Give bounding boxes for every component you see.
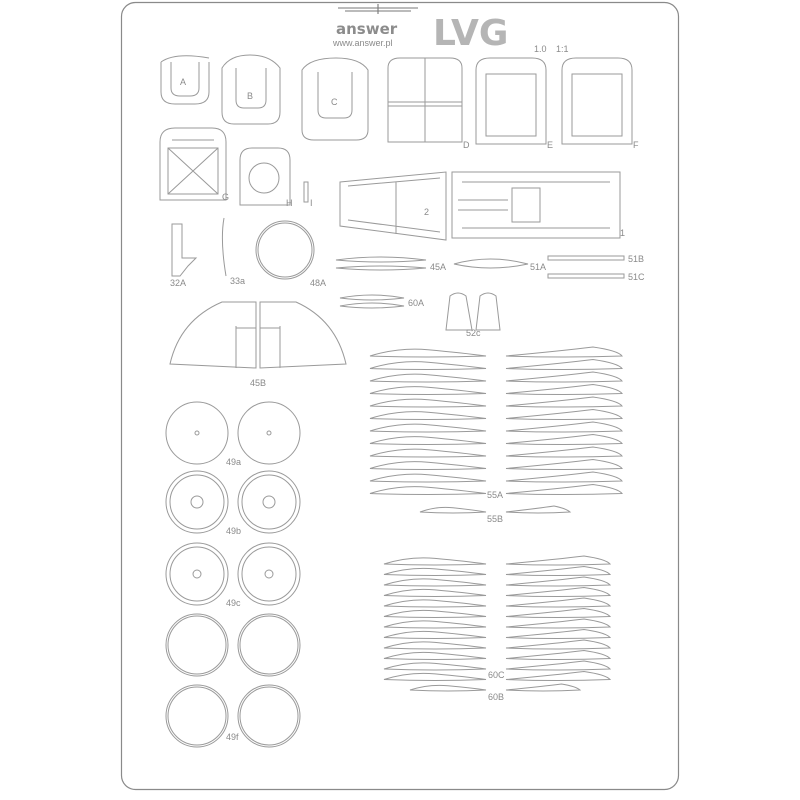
label-60c: 60C bbox=[488, 670, 505, 680]
svg-text:45B: 45B bbox=[250, 378, 267, 388]
svg-text:C: C bbox=[331, 97, 338, 107]
svg-text:33a: 33a bbox=[230, 276, 246, 286]
sheet-version: 1.0 bbox=[534, 44, 547, 54]
svg-text:45A: 45A bbox=[430, 262, 447, 272]
svg-text:F: F bbox=[633, 140, 639, 150]
svg-text:60A: 60A bbox=[408, 298, 425, 308]
svg-text:49a: 49a bbox=[226, 457, 242, 467]
brand-url: www.answer.pl bbox=[333, 38, 393, 48]
svg-text:I: I bbox=[310, 198, 313, 208]
sheet-scale: 1:1 bbox=[556, 44, 569, 54]
label-55b: 55B bbox=[487, 514, 504, 524]
label-60b: 60B bbox=[488, 692, 505, 702]
svg-text:H: H bbox=[286, 198, 293, 208]
svg-text:49b: 49b bbox=[226, 526, 242, 536]
sheet-outline bbox=[122, 3, 679, 790]
svg-text:52c: 52c bbox=[466, 328, 481, 338]
svg-text:49c: 49c bbox=[226, 598, 241, 608]
label-55a: 55A bbox=[487, 490, 504, 500]
sheet-title: LVG bbox=[433, 13, 509, 54]
svg-text:48A: 48A bbox=[310, 278, 327, 288]
svg-text:B: B bbox=[247, 91, 254, 101]
svg-text:A: A bbox=[180, 77, 187, 87]
svg-text:G: G bbox=[222, 192, 230, 202]
svg-text:51C: 51C bbox=[628, 272, 645, 282]
svg-text:E: E bbox=[547, 140, 554, 150]
svg-text:51B: 51B bbox=[628, 254, 645, 264]
svg-text:1: 1 bbox=[620, 228, 626, 238]
svg-text:32A: 32A bbox=[170, 278, 187, 288]
svg-text:2: 2 bbox=[424, 207, 430, 217]
svg-text:D: D bbox=[463, 140, 470, 150]
svg-text:51A: 51A bbox=[530, 262, 547, 272]
svg-text:49f: 49f bbox=[226, 732, 239, 742]
brand-name: answer bbox=[336, 20, 398, 38]
